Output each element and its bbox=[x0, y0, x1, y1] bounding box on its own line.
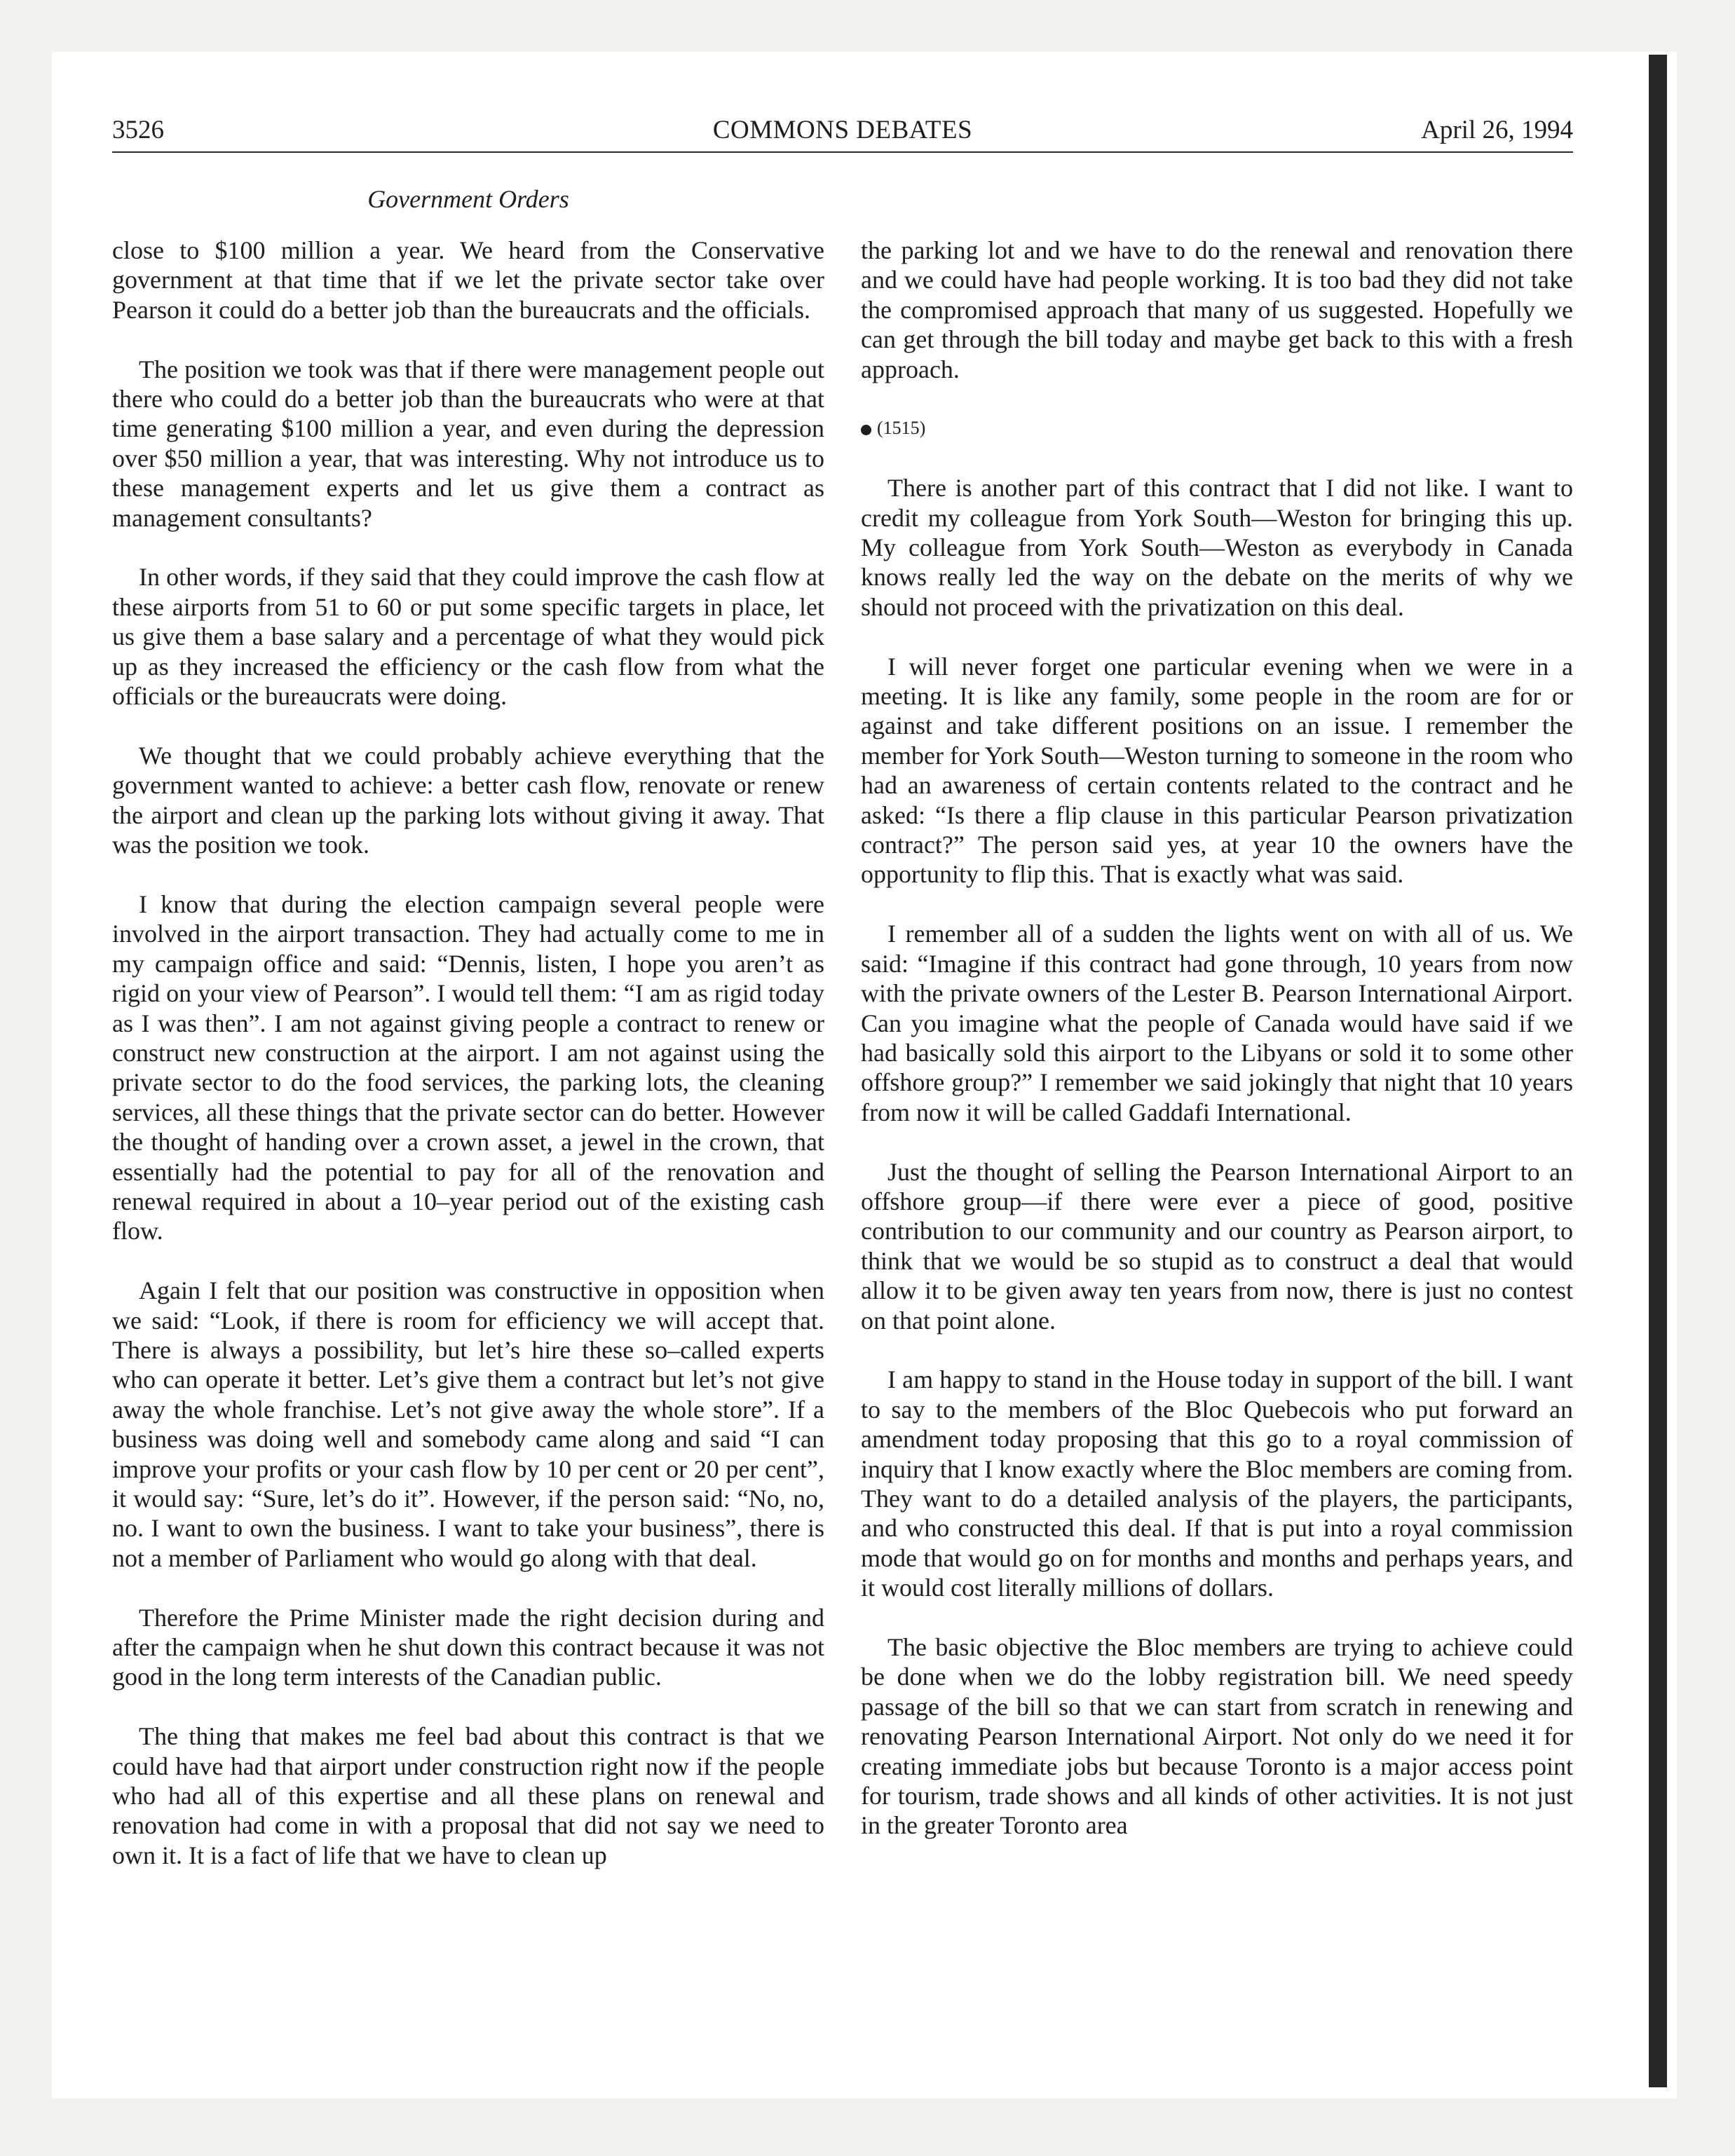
paragraph: Therefore the Prime Minister made the right decision during and after the campaign when he shut down this contract because it was not good in the long term interests of the Canadian public. bbox=[112, 1603, 824, 1691]
header-rule bbox=[112, 151, 1573, 153]
paragraph: The position we took was that if there were management people out there who could do a better job than the bureaucrats who were at that time generating $100 million a year, and even during the depression over $50 million a year, that was interesting. Why not introduce us to these management experts and let us give them a contract as management consultants? bbox=[112, 355, 824, 532]
paragraph: I will never forget one particular evening when we were in a meeting. It is like any family, some people in the room are for or against and take different positions on an issue. I remember the member for York South—Weston turning to someone in the room who had an awareness of certain contents related to the contract and he asked: “Is there a flip clause in this particular Pearson privatization contract?” The person said yes, at year 10 the owners have the opportunity to flip this. That is exactly what was said. bbox=[861, 652, 1574, 889]
paragraph: I remember all of a sudden the lights went on with all of us. We said: “Imagine if this contract had gone through, 10 years from now with the private owners of the Lester B. Pearson International Airport. Can you imagine what the people of Canada would have said if we had basically sold this airport to the Libyans or sold it to some other offshore group?” I remember we said jokingly that night that 10 years from now it will be called Gaddafi International. bbox=[861, 920, 1573, 1126]
right-column bbox=[861, 236, 1573, 1870]
page-number: 3526 bbox=[112, 116, 164, 144]
paragraph: the parking lot and we have to do the renewal and renovation there and we could have had people working. It is too bad they did not take the compromised approach that many of us suggested. Hopefully we can get through the bill today and maybe get back to this with a fresh approach. bbox=[861, 236, 1573, 383]
paragraph: Just the thought of selling the Pearson International Airport to an offshore group—if there were ever a piece of good, positive contribution to our community and our country as Pearson airport, to think that we would be so stupid as to construct a deal that would allow it to be given away ten years from now, there is just no contest on that point alone. bbox=[861, 1157, 1573, 1335]
left-column bbox=[112, 236, 824, 1900]
publication-title: COMMONS DEBATES bbox=[712, 116, 973, 144]
paragraph: The thing that makes me feel bad about this contract is that we could have had that airport under construction right now if the people who had all of this expertise and all these plans on renewal and renovation had come in with a proposal that did not say we need to own it. It is a fact of life that we have to clean up bbox=[112, 1722, 824, 1869]
paragraph: I know that during the election campaign several people were involved in the airport transaction. They had actually come to me in my campaign office and said: “Dennis, listen, I hope you aren’t as rigid on your view of Pearson”. I would tell them: “I am as rigid today as I was then”. I am not against giving people a contract to renew or construct new construction at the airport. I am not against using the private sector to do the food services, the parking lots, the cleaning services, all these things that the private sector can do better. However the thought of handing over a crown asset, a jewel in the crown, that essentially had the potential to pay for all of the renovation and renewal required in about a 10–year period out of the existing cash flow. bbox=[112, 889, 824, 1246]
paragraph: Again I felt that our position was constructive in opposition when we said: “Look, if there is room for efficiency we will accept that. There is always a possibility, but let’s hire these so–called experts who can operate it better. Let’s give them a contract but let’s not give away the whole franchise. Let’s not give away the whole store”. If a business was doing well and somebody came along and said “I can improve your profits or your cash flow by 10 per cent or 20 per cent”, it would say: “Sure, let’s do it”. However, if the person said: “No, no, no. I want to own the business. I want to take your business”, there is not a member of Parliament who would go along with that deal. bbox=[112, 1276, 824, 1572]
scan-edge-bar bbox=[1649, 55, 1667, 2087]
bullet-icon bbox=[861, 425, 871, 435]
paragraph: We thought that we could probably achieve everything that the government wanted to achieve: a better cash flow, renovate or renew the airport and clean up the parking lots without giving it away. That was the position we took. bbox=[112, 741, 824, 859]
paragraph: The basic objective the Bloc members are trying to achieve could be done when we do the lobby registration bill. We need speedy passage of the bill so that we can start from scratch in renewing and renovating Pearson International Airport. Not only do we need it for creating immediate jobs but because Toronto is a major access point for tourism, trade shows and all kinds of other activities. It is not just in the greater Toronto area bbox=[861, 1632, 1573, 1840]
time-marker bbox=[861, 414, 1573, 443]
time-marker-text: (1515) bbox=[877, 418, 926, 439]
paragraph: close to $100 million a year. We heard from the Conservative government at that time that if we let the private sector take over Pearson it could do a better job than the bureaucrats and the officials. bbox=[112, 236, 824, 324]
paragraph: In other words, if they said that they could improve the cash flow at these airports from 51 to 60 or put some specific targets in place, let us give them a base salary and a percentage of what they would pick up as they increased the efficiency or the cash flow from what the officials or the bureaucrats were doing. bbox=[112, 563, 824, 711]
publication-date: April 26, 1994 bbox=[1421, 116, 1573, 144]
running-header bbox=[112, 112, 1573, 154]
paragraph: There is another part of this contract that I did not like. I want to credit my colleague from York South—Weston for bringing this up. My colleague from York South—Weston as everybody in Canada knows really led the way on the debate on the merits of why we should not proceed with the privatization on this deal. bbox=[861, 474, 1573, 621]
paragraph: I am happy to stand in the House today in support of the bill. I want to say to the members of the Bloc Quebecois who put forward an amendment today proposing that this go to a royal commission of inquiry that I know exactly where the Bloc members are coming from. They want to do a detailed analysis of the players, the participants, and who constructed this deal. If that is put into a royal commission mode that would go on for months and months and perhaps years, and it would cost literally millions of dollars. bbox=[861, 1365, 1573, 1602]
section-heading: Government Orders bbox=[367, 185, 569, 213]
